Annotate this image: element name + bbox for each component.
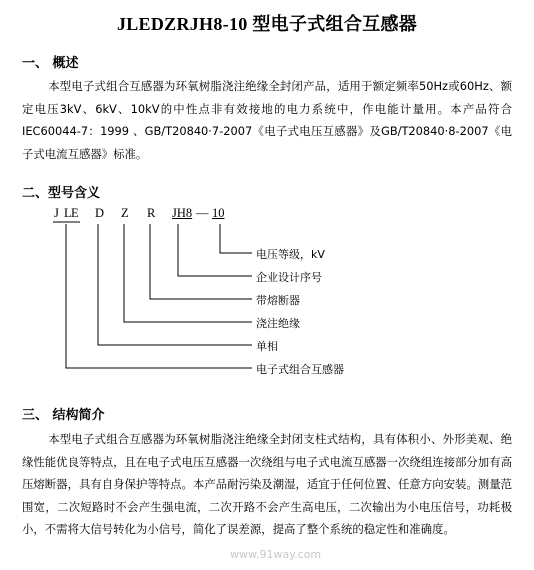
code-part-l: L [64, 206, 72, 220]
code-part-r: R [147, 206, 156, 220]
section-heading-structure: 三、 结构简介 [22, 408, 105, 423]
leader-line-single-phase [98, 224, 252, 345]
section-heading-model: 二、型号含义 [22, 186, 101, 201]
label-voltage-level: 电压等级，kV [256, 248, 325, 261]
watermark-text: www.91way.com [230, 548, 322, 561]
structure-paragraph [22, 428, 512, 541]
label-with-fuse: 带熔断器 [256, 294, 300, 307]
overview-text: 本型电子式组合互感器为环氧树脂浇注绝缘全封闭产品，适用于额定频率50Hz或60Hz、额定电压3kV、6kV、10kV的中性点非有效接地的电力系统中，作电能计量用。本产品符合IEC60044-7：1999 、GB/T20840·7-2007《电子式电压互感器》及GB/T20840·8-2007《电子式电流互感器》标准。 [22, 79, 512, 161]
leader-line-voltage [220, 224, 252, 253]
code-part-j: J [54, 206, 59, 220]
leader-line-combined-transformer [66, 224, 252, 368]
code-part-jh8: JH8 [172, 206, 193, 220]
code-part-z: Z [121, 206, 129, 220]
code-part-10: 10 [212, 206, 225, 220]
label-cast-insulation: 浇注绝缘 [256, 317, 300, 330]
code-part-d: D [95, 206, 105, 220]
code-part-e: E [71, 206, 79, 220]
leader-line-fuse [150, 224, 252, 299]
label-single-phase: 单相 [256, 340, 278, 353]
section-heading-overview: 一、 概述 [22, 56, 79, 71]
page-title: JLEDZRJH8-10 型电子式组合互感器 [116, 14, 418, 34]
code-part-dash: — [196, 206, 209, 220]
label-design-serial: 企业设计序号 [256, 271, 322, 284]
label-electronic-combined: 电子式组合互感器 [256, 363, 344, 376]
leader-line-cast-insulation [124, 224, 252, 322]
structure-text: 本型电子式组合互感器为环氧树脂浇注绝缘全封闭支柱式结构，具有体积小、外形美观、绝缘性能优良等特点，且在电子式电压互感器一次绕组与电子式电流互感器一次绕组连接部分加有高压熔断器，具有自身保护等特点。本产品耐污染及潮湿，适宜于任何位置、任意方向安装。测量范围宽，二次短路时不会产生强电流，二次开路不会产生高电压，二次输出为小电压信号，功耗极小，不需将大信号转化为小信号，简化了误差源，提高了整个系统的稳定性和准确度。 [22, 432, 512, 536]
leader-line-design-no [178, 224, 252, 276]
